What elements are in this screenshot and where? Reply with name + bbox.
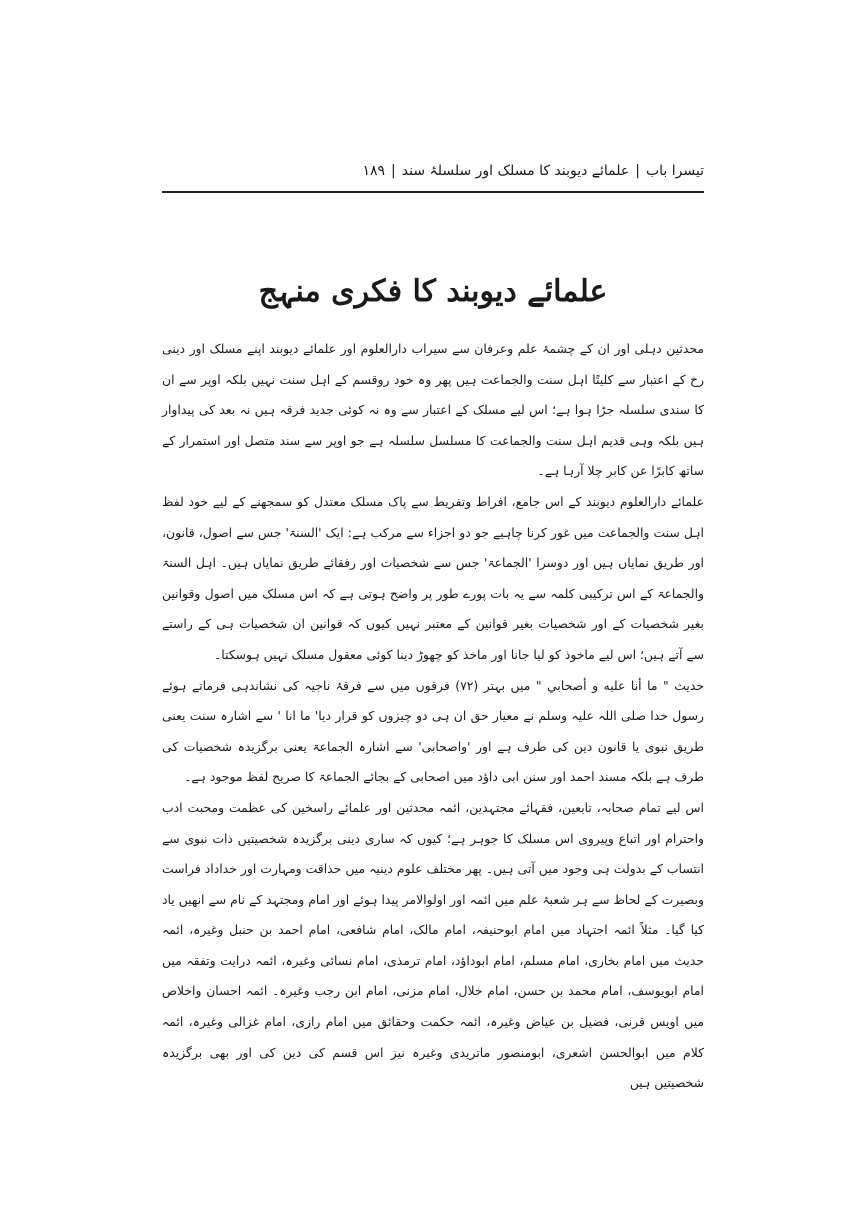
chapter-label: تیسرا باب [645,163,704,179]
header-separator: | [391,163,396,179]
paragraph: محدثین دہلی اور ان کے چشمۂ علم وعرفان سے سیراب دارالعلوم اور علمائے دیوبند اپنے مسلک اور دینی رخ کے اعتبار سے کلیتًا اہل سنت والجماعت ہیں پھر وہ خود روقسم کے اہل سنت نہیں بلکہ اوپر سے ان کا سندی سلسلہ جڑا ہوا ہے؛ اس لیے مسلک کے اعتبار سے وہ نہ کوئی جدید فرقہ ہیں نہ بعد کی پیداوار ہیں بلکہ وہی قدیم اہل سنت والجماعت کا مسلسل سلسلہ ہے جو اوپر سے سند متصل اور استمرار کے ساتھ کابرًا عن کابر چلا آرہا ہے۔ [162,341,704,479]
section-label: علمائے دیوبند کا مسلک اور سلسلۂ سند [401,163,630,179]
paragraph: اس لیے تمام صحابہ، تابعین، فقہائے مجتہدین، ائمہ محدثین اور علمائے راسخین کی عظمت ومحبت ادب واحترام اور اتباع وپیروی اس مسلک کا جوہر ہے؛ کیوں کہ ساری دینی برگزیدہ شخصیتیں ذات نبوی سے انتساب کے بدولت ہی وجود میں آتی ہیں۔ پھر مختلف علوم دینیہ میں حذاقت ومہارت اور خداداد فراست وبصیرت کے لحاظ سے ہر شعبۂ علم میں ائمہ اور اولوالامر پیدا ہوئے اور امام ومجتہد کے نام سے انھیں یاد کیا گیا۔ مثلاً ائمہ اجتہاد میں امام ابوحنیفہ، امام مالک، امام شافعی، امام احمد بن حنبل وغیرہ، ائمہ حدیث میں امام بخاری، امام مسلم، امام ابوداؤد، امام ترمذی، امام نسائی وغیرہ، ائمہ درایت وتفقہ میں امام ابویوسف، امام محمد بن حسن، امام خلال، امام مزنی، امام ابن رجب وغیرہ۔ ائمہ احسان واخلاص میں اویس قرنی، فضیل بن عیاض وغیرہ، ائمہ حکمت وحقائق میں امام رازی، امام غزالی وغیرہ، ائمہ کلام میں ابوالحسن اشعری، ابومنصور ماتریدی وغیرہ نیز اس قسم کی دین کی اور بھی برگزیدہ شخصیتیں ہیں [162,799,704,1091]
body-text [162,334,704,1099]
page-number: ۱۸۹ [362,163,386,179]
paragraph: علمائے دارالعلوم دیوبند کے اس جامع، افراط وتفریط سے پاک مسلک معتدل کو سمجھنے کے لیے خود لفظ اہل سنت والجماعت میں غور کرنا چاہیے جو دو اجزاء سے مرکب ہے: ایک 'السنۃ' جس سے اصول، قانون، اور طریق نمایاں ہیں اور دوسرا 'الجماعۃ' جس سے شخصیات اور رفقائے طریق نمایاں ہیں۔ اہل السنۃ والجماعۃ کے اس ترکیبی کلمہ سے یہ بات پورے طور پر واضح ہوتی ہے کہ اس مسلک میں اصول وقوانین بغیر شخصیات کے اور شخصیات بغیر قوانین کے معتبر نہیں کیوں کہ قوانین ان شخصیات ہی کے راستے سے آتے ہیں؛ اس لیے ماخوذ کو لیا جانا اور ماخذ کو چھوڑ دینا کوئی معقول مسلک نہیں ہوسکتا۔ [162,493,704,662]
header-separator: | [635,163,640,179]
running-header [162,156,704,186]
header-divider [162,191,704,193]
paragraph: حدیث " ما أنا عليه و أصحابي " میں بہتر (۷۲) فرقوں میں سے فرقۂ ناجیہ کی نشاندہی فرماتے ہوئے رسول خدا صلی اللہ علیہ وسلم نے معیار حق ان ہی دو چیزوں کو قرار دیا' ما انا ' سے اشارہ سنت یعنی طریق نبوی یا قانون دین کی طرف ہے اور 'واصحابی' سے اشارہ الجماعۃ یعنی برگزیدہ شخصیات کی طرف ہے بلکہ مسند احمد اور سنن ابی داؤد میں اصحابی کے بجائے الجماعۃ کا صریح لفظ موجود ہے۔ [162,677,704,785]
chapter-title: علمائے دیوبند کا فکری منہج [258,274,608,309]
